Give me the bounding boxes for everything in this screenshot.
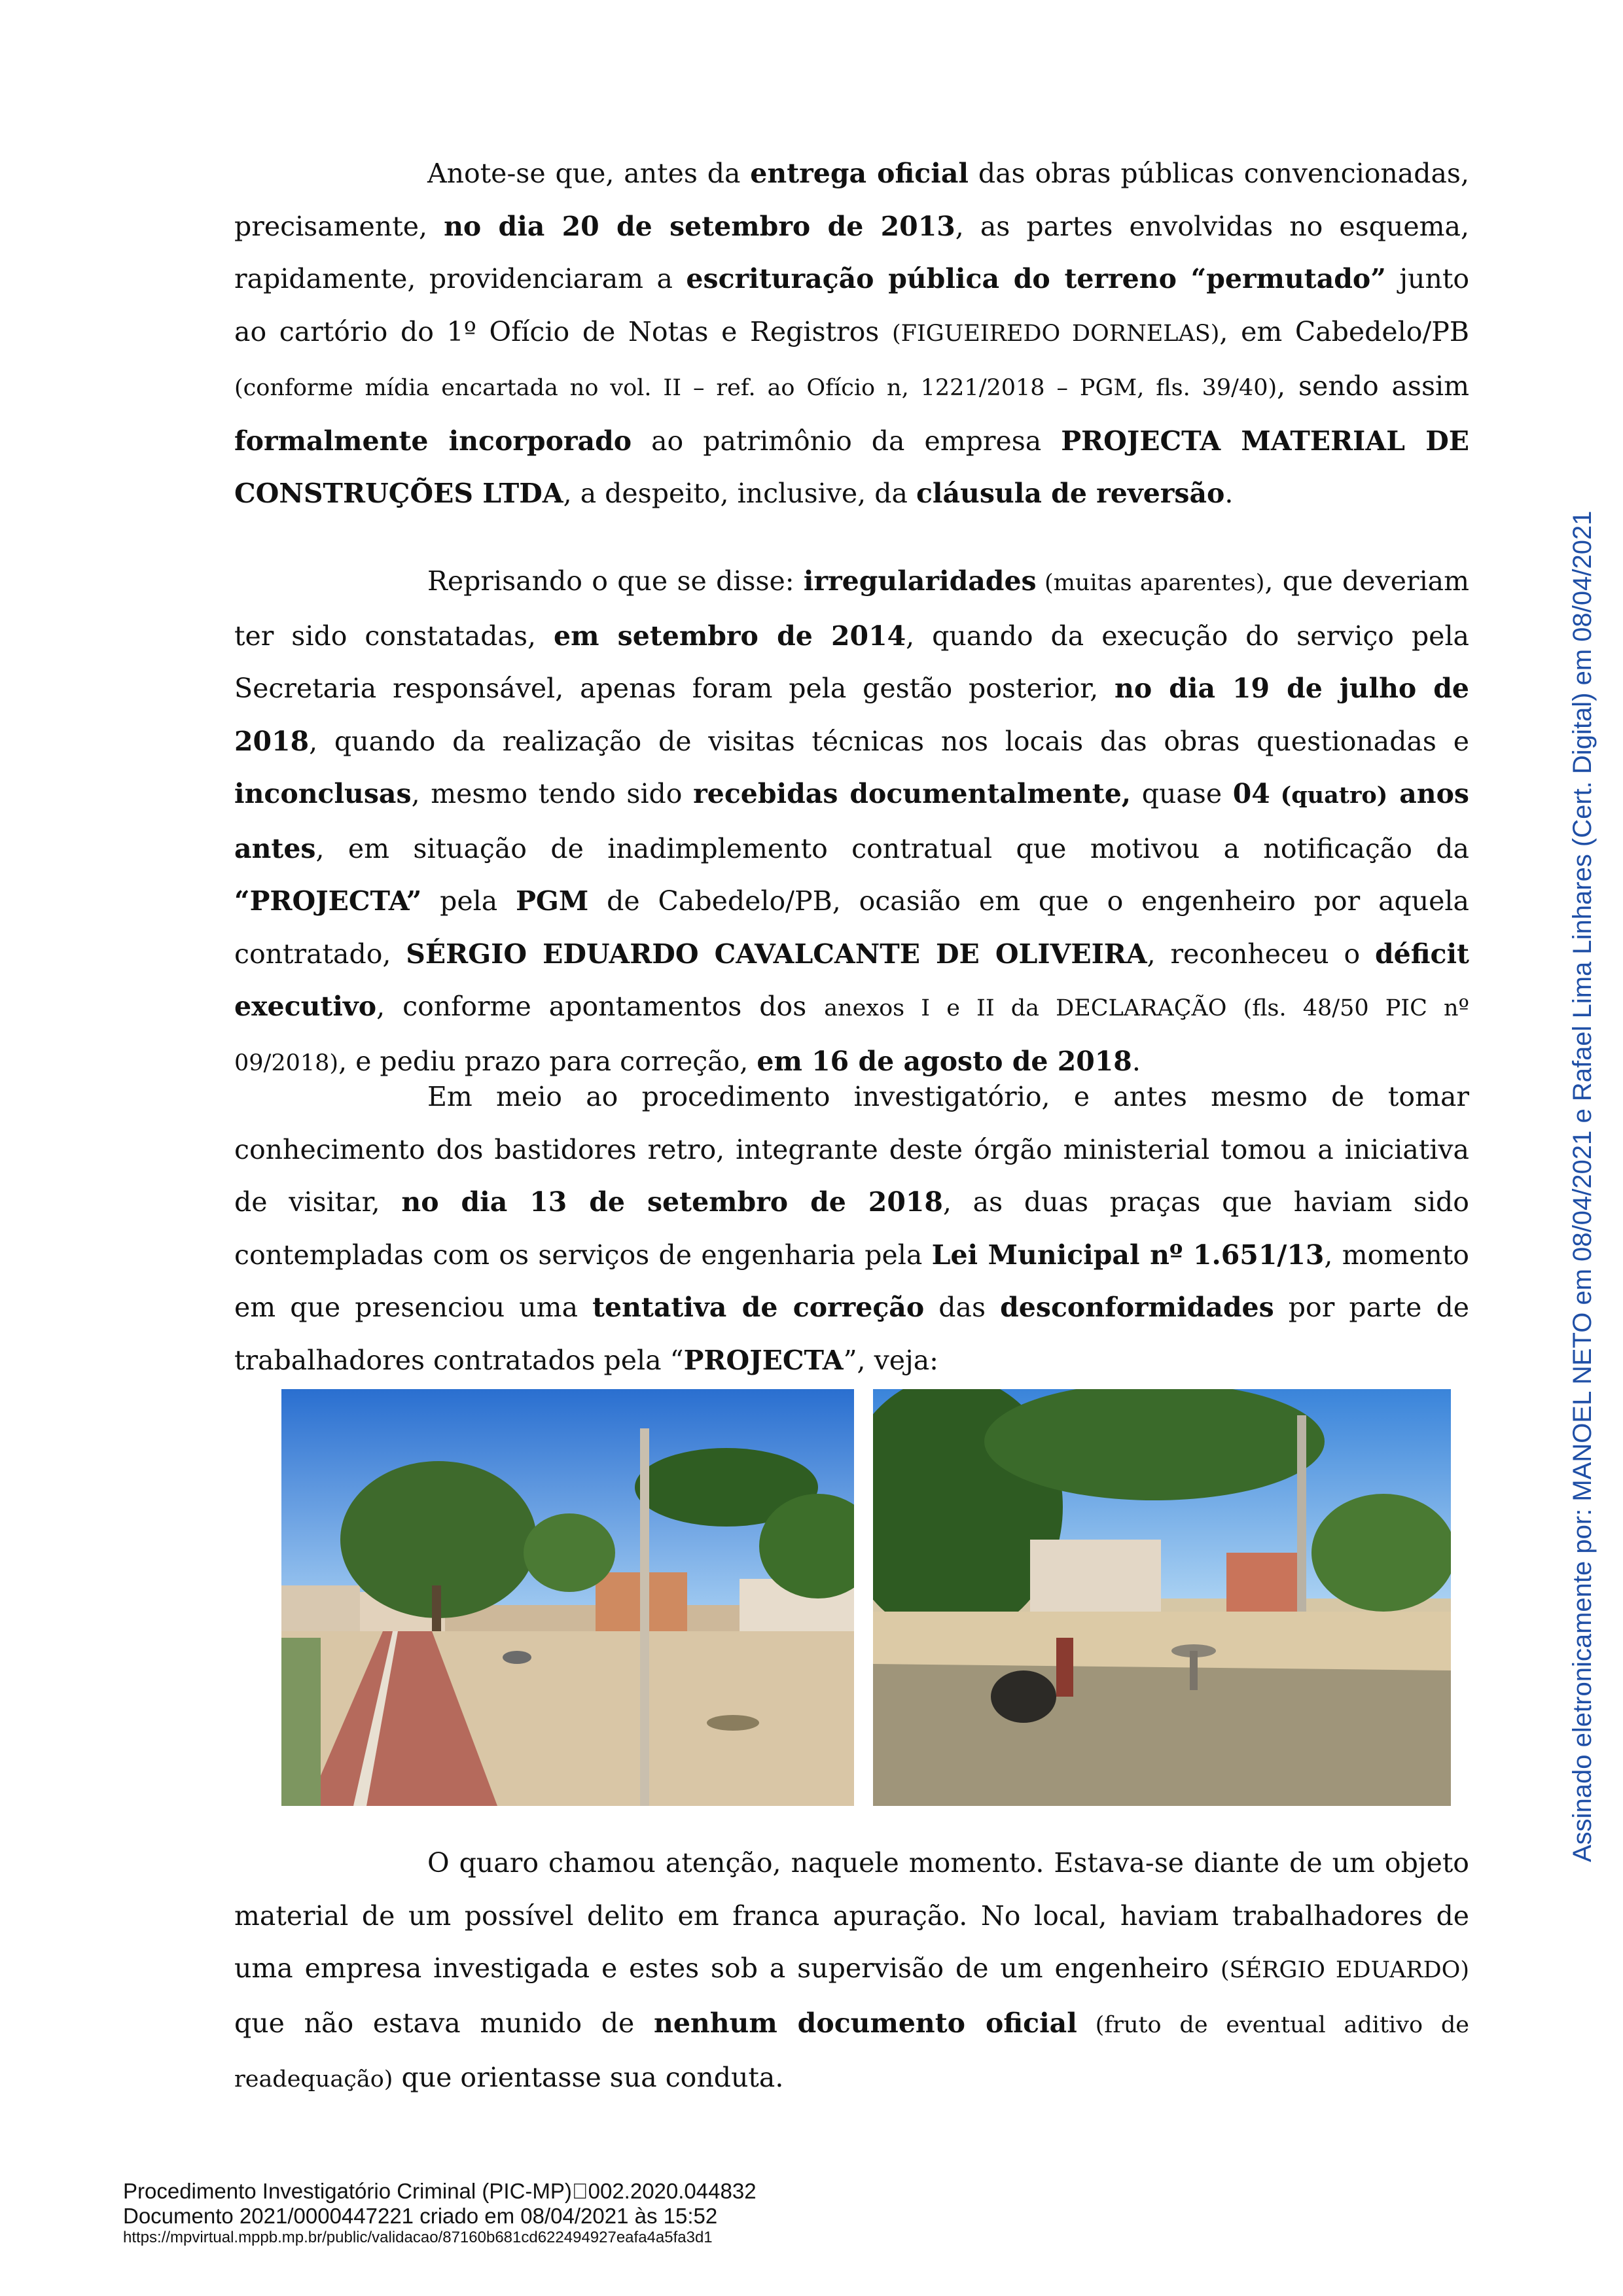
text-span: , mesmo tendo sido [411,778,694,809]
bold-span: no dia 13 de setembro de 2018 [401,1186,943,1218]
bold-span: déficit executivo [234,938,1469,1022]
text-span: que orientasse sua conduta. [393,2062,784,2093]
small-span: anexos I e II da DECLARAÇÃO (fls. 48/50 PIC nº 09/2018) [234,995,1469,1076]
text-span: ”, veja: [843,1344,938,1376]
text-span: , as partes envolvidas no esquema, rapidamente, providenciaram a [234,210,1469,294]
text-span: , as duas praças que haviam sido contempladas com os serviços de engenharia pela [234,1186,1469,1271]
bold-span: em 16 de agosto de 2018 [757,1045,1132,1077]
text-span: , em Cabedelo/PB [1219,315,1470,347]
text-span: das [924,1292,1001,1323]
bold-span: em setembro de 2014 [554,620,906,652]
bold-span: inconclusas [234,778,412,809]
bold-span: tentativa de correção [592,1292,925,1323]
page-footer [123,2179,757,2247]
bold-span: entrega oficial [750,158,969,189]
bold-span: cláusula de reversão [916,478,1225,509]
text-span: ao patrimônio da empresa [632,425,1061,457]
bold-span: SÉRGIO EDUARDO CAVALCANTE DE OLIVEIRA [406,938,1147,970]
paragraph-4 [234,1837,1469,2106]
text-span: das obras públicas convencionadas, precisamente, [234,158,1469,242]
bold-span: escrituração pública do terreno “permutado” [686,263,1386,294]
text-span: Em meio ao procedimento investigatório, e antes mesmo de tomar conhecimento dos bastidores retro, integrante deste órgão ministerial tomou a iniciativa de visitar, [234,1081,1469,1218]
text-span: , a despeito, inclusive, da [563,478,916,509]
text-span: Anote-se que, antes da [427,158,751,189]
text-span: . [1132,1045,1141,1077]
bold-span: recebidas documentalmente, [693,778,1132,809]
bold-span: desconformidades [1000,1292,1274,1323]
bold-span: 04 [1232,778,1270,809]
footer-procedure: Procedimento Investigatório Criminal (PIC-MP) 002.2020.044832 [123,2179,757,2203]
text-span: junto ao cartório do 1º Ofício de Notas e Registros [234,263,1470,347]
bold-span: irregularidades [803,565,1037,597]
text-span: , em situação de inadimplemento contratual que motivou a notificação da [315,832,1469,864]
bold-span: “PROJECTA” [234,885,422,917]
text-span: por parte de trabalhadores contratados pela “ [234,1292,1469,1376]
bold-span: nenhum documento oficial [654,2007,1077,2039]
footer-document: Documento 2021/0000447221 criado em 08/04/2021 às 15:52 [123,2204,718,2228]
footer-validation-link[interactable]: https://mpvirtual.mppb.mp.br/public/validacao/87160b681cd622494927eafa4a5fa3d1 [123,2229,713,2246]
photo-square-sand-area [873,1389,1451,1806]
text-span: de Cabedelo/PB, ocasião em que o engenheiro por aquela contratado, [234,885,1469,970]
text-span: , quando da realização de visitas técnicas nos locais das obras questionadas e [309,725,1469,757]
bold-span: anos antes [234,778,1470,864]
small-span: (conforme mídia encartada no vol. II – ref. ao Ofício n, 1221/2018 – PGM, fls. 39/40) [234,375,1277,401]
bold-span: PGM [516,885,589,917]
small-span: (FIGUEIREDO DORNELAS) [891,320,1220,347]
bold-small-span: (quatro) [1270,782,1388,809]
text-span: , conforme apontamentos dos [376,991,825,1022]
text-span: quase [1131,778,1233,809]
bold-span: PROJECTA MATERIAL DE CONSTRUÇÕES LTDA [234,425,1470,509]
signature-stamp: Assinado eletronicamente por: MANOEL NETO em 08/04/2021 e Rafael Lima Linhares (Cert. Digital) em 08/04/2021 [1568,510,1597,1862]
bold-span: formalmente incorporado [234,425,632,457]
bold-span: no dia 19 de julho de 2018 [234,673,1469,757]
bold-span: no dia 20 de setembro de 2013 [444,210,955,242]
text-span: , sendo assim [1277,370,1469,402]
text-span: , que deveriam ter sido constatadas, [234,565,1469,652]
small-span: (fruto de eventual aditivo de readequação) [234,2011,1470,2093]
bold-span: Lei Municipal nº 1.651/13 [931,1239,1325,1271]
photo-square-brick-walkway [281,1389,854,1806]
text-span: . [1224,478,1234,509]
text-span: O quaro chamou atenção, naquele momento. Estava-se diante de um objeto material de um possível delito em franca apuração. No local, haviam trabalhadores de uma empresa investigada e estes sob a supervisão de um engenheiro [234,1847,1469,1984]
text-span: pela [421,885,516,917]
text-span: que não estava munido de [234,2007,654,2039]
small-span: (muitas aparentes) [1036,570,1265,596]
text-span: , momento em que presenciou uma [234,1239,1469,1323]
small-span: (SÉRGIO EDUARDO) [1220,1957,1469,1983]
paragraph-2 [234,555,1469,1089]
text-span: , e pediu prazo para correção, [338,1045,757,1077]
paragraph-1 [234,147,1469,520]
bold-span: PROJECTA [683,1344,844,1376]
text-span: , reconheceu o [1147,938,1375,970]
text-span: Reprisando o que se disse: [427,565,804,597]
paragraph-3 [234,1070,1469,1386]
text-span: , quando da execução do serviço pela Secretaria responsável, apenas foram pela gestão posterior, [234,620,1470,704]
